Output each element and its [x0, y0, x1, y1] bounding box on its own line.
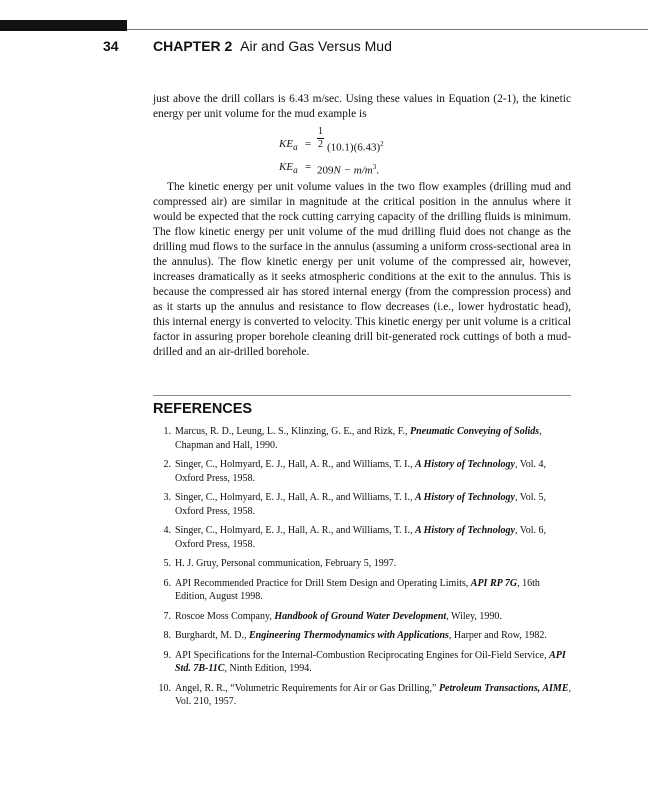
- equation-1: [153, 124, 571, 158]
- reference-item: 5. H. J. Gruy, Personal communication, February 5, 1997.: [163, 558, 397, 569]
- reference-item: 4. Singer, C., Holmyard, E. J., Hall, A. R., and Williams, T. I., A History of Technology, Vol. 6, Oxford Press, 1958.: [163, 525, 546, 550]
- reference-item: 2. Singer, C., Holmyard, E. J., Hall, A. R., and Williams, T. I., A History of Technology, Vol. 4, Oxford Press, 1958.: [163, 459, 546, 484]
- reference-item: 10. Angel, R. R., “Volumetric Requirements for Air or Gas Drilling,” Petroleum Transactions, AIME, Vol. 210, 1957.: [158, 682, 571, 707]
- eq1-equals: =: [305, 138, 312, 150]
- reference-item: 7. Roscoe Moss Company, Handbook of Ground Water Development, Wiley, 1990.: [163, 610, 502, 622]
- reference-item: 8. Burghardt, M. D., Engineering Thermodynamics with Applications, Harper and Row, 1982.: [163, 630, 547, 641]
- references-list: [153, 425, 571, 715]
- reference-item: 3. Singer, C., Holmyard, E. J., Hall, A. R., and Williams, T. I., A History of Technology, Vol. 5, Oxford Press, 1958.: [163, 492, 546, 517]
- reference-item: 9. API Specifications for the Internal-Combustion Reciprocating Engines for Oil-Field Service, API Std. 7B-11C, Ninth Edition, 1994.: [163, 649, 566, 674]
- eq2-equals: =: [305, 161, 312, 173]
- header-rule: [127, 29, 648, 30]
- eq1-rhs: $(10.1)(6.43)^2$: [327, 140, 384, 154]
- eq1-denominator: 2: [318, 139, 323, 150]
- eq2-lhs: $KE_a$: [279, 161, 298, 176]
- chapter-label: CHAPTER 2: [153, 38, 233, 54]
- references-rule: [153, 395, 571, 396]
- reference-item: 6. API Recommended Practice for Drill Stem Design and Operating Limits, API RP 7G, 16th Edition, August 1998.: [163, 577, 540, 602]
- equation-2: [153, 158, 571, 176]
- eq1-fraction: [317, 126, 324, 151]
- paragraph-1: just above the drill collars is 6.43 m/sec. Using these values in Equation (2-1), the kinetic energy per unit volume for the mud example is: [153, 93, 571, 120]
- body-text: [153, 92, 571, 360]
- running-header: [0, 36, 648, 56]
- eq1-lhs: $KE_a$: [279, 138, 298, 153]
- references-heading: REFERENCES: [153, 401, 253, 417]
- paragraph-2: The kinetic energy per unit volume values in the two flow examples (drilling mud and compressed air) are similar in magnitude at the critical position in the annulus where it would be expected that the rock cutting carrying capacity of the drilling fluids is minimum. The flow kinetic energy per unit volume of the mud drilling fluid does not change as the drilling mud flows to the surface in the annulus (assuming a uniform cross-sectional area in the annulus). The flow kinetic energy per unit volume of the compressed air, however, increases dramatically as it seeks atmospheric conditions at the exit to the annulus. This is because the compressed air has stored internal energy (from the compression process) and as it starts up the annulus and resistance to flow decreases (i.e., lower hydrostatic head), this internal energy is converted to velocity. This kinetic energy per unit volume is a critical factor in assuring proper borehole cleaning drill bit-generated rock cuttings of both a mud-drilled and an air-drilled borehole.: [153, 181, 571, 358]
- reference-item: 1. Marcus, R. D., Leung, L. S., Klinzing, G. E., and Rizk, F., Pneumatic Conveying of Solids, Chapman and Hall, 1990.: [163, 426, 542, 451]
- header-bar: [0, 20, 127, 31]
- equations: [153, 124, 571, 176]
- eq1-numerator: 1: [318, 126, 323, 137]
- page-number: 34: [103, 38, 119, 54]
- chapter-title: Air and Gas Versus Mud: [240, 38, 392, 54]
- eq2-rhs: $209N - m/m^3$.: [317, 163, 379, 177]
- chapter-heading: [153, 38, 392, 54]
